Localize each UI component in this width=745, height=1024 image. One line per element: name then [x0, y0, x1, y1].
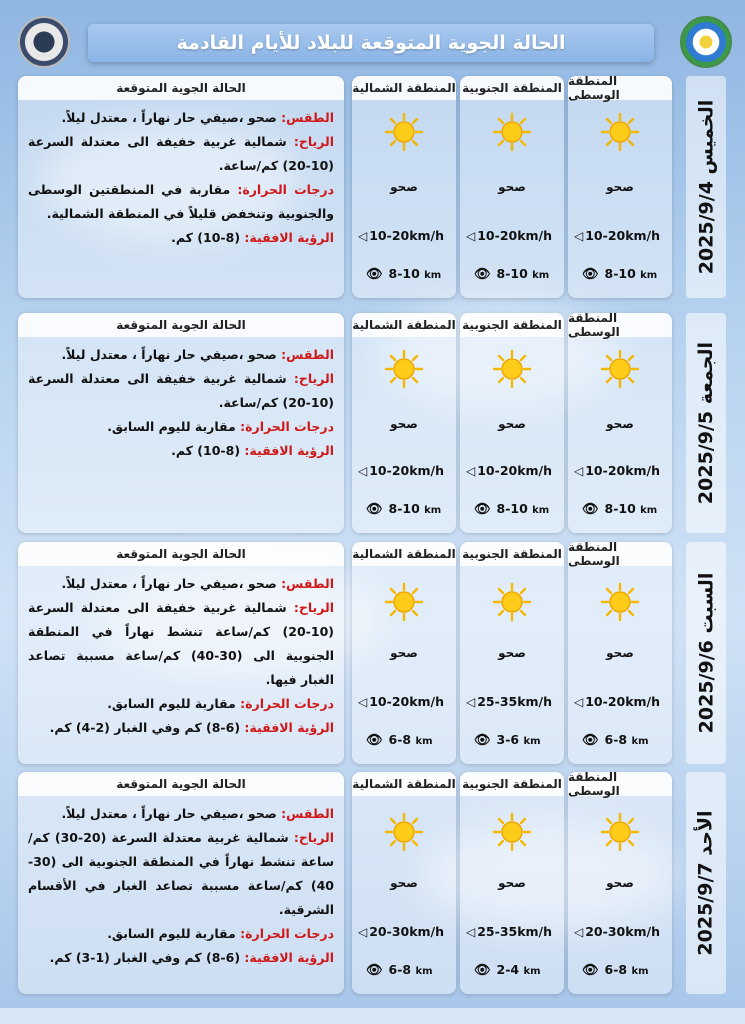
region-wind-value: 10-20km/h: [477, 228, 553, 243]
eye-icon: 👁: [366, 963, 383, 978]
region-name: المنطقة الشمالية: [352, 772, 456, 796]
organization-logo-left: [18, 16, 70, 68]
forecast-line-value: صحو ،صيفي حار نهاراً ، معتدل ليلاً.: [61, 576, 282, 591]
eye-icon: 👁: [474, 502, 491, 517]
region-wind: [466, 694, 560, 709]
eye-icon: 👁: [582, 502, 599, 517]
eye-icon: 👁: [366, 502, 383, 517]
region-card: [568, 772, 672, 994]
wind-arrow-icon: ◁: [358, 464, 368, 478]
region-wind-value: 20-30km/h: [369, 924, 445, 939]
region-visibility-value: 6-8: [604, 962, 628, 977]
region-card: [352, 76, 456, 298]
day-date-label: [686, 772, 726, 994]
forecast-line-value: شمالية غربية معتدلة السرعة (20-30) كم/ساعة تنشط نهاراً في المنطقة الجنوبية الى (30-40) كم/ساعة مسببة تصاعد الغبار في الأقسام الشرقية.: [28, 830, 334, 917]
eye-icon: 👁: [474, 733, 491, 748]
region-visibility-unit: km: [415, 966, 433, 977]
forecast-text-panel: [18, 772, 344, 994]
eye-icon: 👁: [582, 733, 599, 748]
forecast-line-key: الرؤية الافقية:: [244, 720, 334, 735]
forecast-line-value: (8-10) كم.: [171, 443, 245, 458]
forecast-line-key: الرياح:: [293, 134, 334, 149]
sun-icon: [384, 582, 424, 622]
forecast-text-panel: [18, 313, 344, 533]
region-visibility-unit: km: [523, 966, 541, 977]
region-name: المنطقة الوسطى: [568, 542, 672, 566]
region-wind: [358, 463, 452, 478]
region-wind: [466, 463, 560, 478]
region-wind: [358, 228, 452, 243]
region-wind-value: 25-35km/h: [477, 924, 553, 939]
region-visibility-unit: km: [532, 270, 550, 281]
region-name: المنطقة الجنوبية: [460, 76, 564, 100]
region-name: المنطقة الوسطى: [568, 313, 672, 337]
region-condition: صحو: [498, 876, 526, 890]
forecast-line-value: (6-8) كم وفي الغبار (2-4) كم.: [49, 720, 245, 735]
wind-arrow-icon: ◁: [466, 925, 476, 939]
day-date-text: السبت 2025/9/6: [695, 572, 718, 734]
sun-icon: [600, 112, 640, 152]
region-visibility: [474, 732, 560, 748]
region-visibility: [366, 501, 452, 517]
forecast-panel-title: الحالة الجوية المتوقعة: [18, 76, 344, 100]
region-name: المنطقة الشمالية: [352, 76, 456, 100]
region-wind: [466, 228, 560, 243]
forecast-line-key: الرياح:: [293, 830, 334, 845]
forecast-line: [28, 716, 334, 740]
forecast-description: [28, 802, 334, 970]
region-wind-value: 10-20km/h: [369, 694, 445, 709]
region-wind: [358, 694, 452, 709]
region-card: [352, 542, 456, 764]
region-wind: [574, 228, 668, 243]
eye-icon: 👁: [582, 267, 599, 282]
region-card: [568, 313, 672, 533]
region-visibility: [474, 501, 560, 517]
region-wind: [574, 463, 668, 478]
forecast-line-key: الرؤية الافقية:: [244, 443, 334, 458]
region-visibility: [366, 732, 452, 748]
forecast-panel-title: الحالة الجوية المتوقعة: [18, 313, 344, 337]
forecast-line: [28, 946, 334, 970]
forecast-description: [28, 572, 334, 740]
forecast-line-value: شمالية غربية خفيفة الى معتدلة السرعة (10-20) كم/ساعة تنشط نهاراً في المنطقة الجنوبية الى (30-40) كم/ساعة مسببة تصاعد الغبار فيها.: [28, 600, 334, 687]
wind-arrow-icon: ◁: [466, 229, 476, 243]
region-visibility-unit: km: [424, 270, 442, 281]
forecast-line-key: الطقس:: [281, 347, 334, 362]
region-visibility-unit: km: [640, 270, 658, 281]
sun-icon: [492, 582, 532, 622]
eye-icon: 👁: [582, 963, 599, 978]
region-wind: [466, 924, 560, 939]
wind-arrow-icon: ◁: [358, 229, 368, 243]
forecast-line: [28, 922, 334, 946]
forecast-line-value: صحو ،صيفي حار نهاراً ، معتدل ليلاً.: [61, 806, 282, 821]
eye-icon: 👁: [474, 267, 491, 282]
region-visibility-unit: km: [415, 736, 433, 747]
forecast-text-panel: [18, 76, 344, 298]
forecast-line-key: الطقس:: [281, 110, 334, 125]
region-card: [568, 542, 672, 764]
forecast-line: [28, 692, 334, 716]
region-name: المنطقة الوسطى: [568, 772, 672, 796]
day-date-text: الأحد 2025/9/7: [695, 810, 717, 956]
region-visibility: [366, 266, 452, 282]
region-card: [352, 313, 456, 533]
forecast-line-key: الرياح:: [293, 371, 334, 386]
region-name: المنطقة الجنوبية: [460, 313, 564, 337]
region-wind-value: 10-20km/h: [585, 694, 661, 709]
forecast-line-value: صحو ،صيفي حار نهاراً ، معتدل ليلاً.: [61, 347, 282, 362]
forecast-line: [28, 343, 334, 367]
region-card: [352, 772, 456, 994]
forecast-line: [28, 826, 334, 922]
forecast-line-value: (8-10) كم.: [171, 230, 245, 245]
forecast-line: [28, 178, 334, 226]
region-visibility-value: 8-10: [496, 266, 528, 281]
region-visibility-value: 8-10: [604, 501, 636, 516]
day-date-text: الجمعة 2025/9/5: [695, 341, 717, 505]
region-visibility: [474, 962, 560, 978]
forecast-description: [28, 343, 334, 463]
region-card: [568, 76, 672, 298]
forecast-line-value: مقاربة لليوم السابق.: [107, 696, 241, 711]
forecast-description: [28, 106, 334, 250]
forecast-panel-title: الحالة الجوية المتوقعة: [18, 772, 344, 796]
wind-arrow-icon: ◁: [358, 695, 368, 709]
wind-arrow-icon: ◁: [358, 925, 368, 939]
forecast-line-value: مقاربة لليوم السابق.: [107, 419, 241, 434]
region-condition: صحو: [390, 646, 418, 660]
region-condition: صحو: [606, 417, 634, 431]
sun-icon: [384, 812, 424, 852]
wind-arrow-icon: ◁: [574, 925, 584, 939]
page-title: الحالة الجوية المتوقعة للبلاد للأيام القادمة: [176, 32, 566, 54]
region-wind: [574, 694, 668, 709]
region-visibility-value: 8-10: [388, 266, 420, 281]
region-card: [460, 772, 564, 994]
region-visibility: [582, 266, 668, 282]
forecast-line: [28, 439, 334, 463]
region-visibility-value: 8-10: [388, 501, 420, 516]
forecast-line-value: شمالية غربية خفيفة الى معتدلة السرعة (10-20) كم/ساعة.: [28, 371, 334, 410]
forecast-line-key: درجات الحرارة:: [240, 926, 334, 941]
forecast-line: [28, 130, 334, 178]
day-date-text: الخميس 2025/9/4: [695, 99, 718, 275]
forecast-line-key: الرياح:: [293, 600, 334, 615]
region-visibility-unit: km: [640, 505, 658, 516]
region-condition: صحو: [390, 180, 418, 194]
forecast-line: [28, 802, 334, 826]
region-wind: [358, 924, 452, 939]
sun-icon: [492, 812, 532, 852]
region-visibility-unit: km: [523, 736, 541, 747]
region-wind-value: 10-20km/h: [369, 228, 445, 243]
eye-icon: 👁: [474, 963, 491, 978]
region-visibility: [474, 266, 560, 282]
forecast-line-value: (6-8) كم وفي الغبار (1-3) كم.: [49, 950, 245, 965]
sun-icon: [492, 349, 532, 389]
region-visibility-value: 6-8: [388, 732, 412, 747]
sun-icon: [600, 582, 640, 622]
forecast-text-panel: [18, 542, 344, 764]
region-visibility: [366, 962, 452, 978]
forecast-panel-title: الحالة الجوية المتوقعة: [18, 542, 344, 566]
region-visibility-unit: km: [424, 505, 442, 516]
forecast-line-key: درجات الحرارة:: [240, 696, 334, 711]
forecast-line: [28, 572, 334, 596]
forecast-line-value: مقاربة لليوم السابق.: [107, 926, 241, 941]
wind-arrow-icon: ◁: [466, 695, 476, 709]
eye-icon: 👁: [366, 267, 383, 282]
forecast-line-key: درجات الحرارة:: [240, 419, 334, 434]
region-visibility-value: 8-10: [496, 501, 528, 516]
forecast-line: [28, 596, 334, 692]
region-condition: صحو: [498, 180, 526, 194]
region-name: المنطقة الوسطى: [568, 76, 672, 100]
region-visibility-value: 3-6: [496, 732, 520, 747]
forecast-line: [28, 226, 334, 250]
page-header: [88, 24, 654, 62]
region-wind-value: 20-30km/h: [585, 924, 661, 939]
wind-arrow-icon: ◁: [466, 464, 476, 478]
region-wind-value: 10-20km/h: [585, 463, 661, 478]
region-visibility-unit: km: [532, 505, 550, 516]
forecast-line-value: صحو ،صيفي حار نهاراً ، معتدل ليلاً.: [61, 110, 282, 125]
region-name: المنطقة الجنوبية: [460, 772, 564, 796]
region-visibility-value: 8-10: [604, 266, 636, 281]
region-visibility-unit: km: [631, 966, 649, 977]
region-wind-value: 10-20km/h: [477, 463, 553, 478]
region-card: [460, 313, 564, 533]
wind-arrow-icon: ◁: [574, 695, 584, 709]
region-wind-value: 10-20km/h: [369, 463, 445, 478]
forecast-line: [28, 415, 334, 439]
region-visibility: [582, 962, 668, 978]
region-condition: صحو: [390, 417, 418, 431]
wind-arrow-icon: ◁: [574, 464, 584, 478]
forecast-line: [28, 106, 334, 130]
footer-strip: [0, 1008, 745, 1024]
region-card: [460, 76, 564, 298]
day-date-label: [686, 76, 726, 298]
region-condition: صحو: [390, 876, 418, 890]
region-wind-value: 10-20km/h: [585, 228, 661, 243]
region-wind-value: 25-35km/h: [477, 694, 553, 709]
meteorology-logo-right: [680, 16, 732, 68]
forecast-line-key: الرؤية الافقية:: [244, 230, 334, 245]
region-visibility-unit: km: [631, 736, 649, 747]
region-condition: صحو: [606, 180, 634, 194]
sun-icon: [600, 349, 640, 389]
day-date-label: [686, 313, 726, 533]
region-name: المنطقة الشمالية: [352, 542, 456, 566]
forecast-line-key: الطقس:: [281, 576, 334, 591]
region-card: [460, 542, 564, 764]
day-date-label: [686, 542, 726, 764]
region-wind: [574, 924, 668, 939]
forecast-line-value: مقاربة في المنطقتين الوسطى والجنوبية وتنخفض قليلاً في المنطقة الشمالية.: [28, 182, 334, 221]
region-visibility-value: 6-8: [388, 962, 412, 977]
sun-icon: [492, 112, 532, 152]
region-condition: صحو: [606, 646, 634, 660]
sun-icon: [600, 812, 640, 852]
region-name: المنطقة الشمالية: [352, 313, 456, 337]
wind-arrow-icon: ◁: [574, 229, 584, 243]
region-visibility-value: 2-4: [496, 962, 520, 977]
region-visibility: [582, 732, 668, 748]
forecast-line-key: الطقس:: [281, 806, 334, 821]
forecast-line: [28, 367, 334, 415]
forecast-line-value: شمالية غربية خفيفة الى معتدلة السرعة (10-20) كم/ساعة.: [28, 134, 334, 173]
sun-icon: [384, 349, 424, 389]
forecast-line-key: درجات الحرارة:: [237, 182, 334, 197]
region-visibility-value: 6-8: [604, 732, 628, 747]
eye-icon: 👁: [366, 733, 383, 748]
region-condition: صحو: [606, 876, 634, 890]
region-name: المنطقة الجنوبية: [460, 542, 564, 566]
region-condition: صحو: [498, 417, 526, 431]
region-visibility: [582, 501, 668, 517]
sun-icon: [384, 112, 424, 152]
forecast-line-key: الرؤية الافقية:: [244, 950, 334, 965]
region-condition: صحو: [498, 646, 526, 660]
